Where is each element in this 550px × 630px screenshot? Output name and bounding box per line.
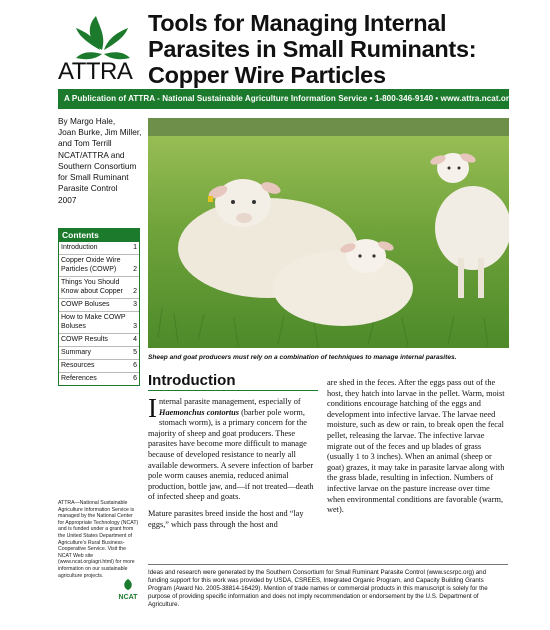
column-1 xyxy=(148,393,318,536)
toc-label: References xyxy=(61,375,97,382)
toc-item[interactable] xyxy=(59,360,139,373)
toc-item[interactable] xyxy=(59,347,139,360)
toc-page: 2 xyxy=(133,266,137,273)
heading-rule xyxy=(148,390,318,391)
toc-label: Resources xyxy=(61,362,95,369)
funding-note: Ideas and research were generated by the Southern Consortium for Small Ruminant Parasite Control (www.scsrpc.org) and funding support for this work was provided by USDA, CSREES, Integrated Organic Program, and Capacity Building Grants Program (Award No. 2005-38814-16429). Mention of trade names or commercial products in this manuscript is solely for the purpose of providing specific information and does not imply recommendation or endorsement by the U.S. Department of Agriculture. xyxy=(148,564,508,609)
toc-item[interactable] xyxy=(59,334,139,347)
toc-page: 2 xyxy=(133,288,137,295)
table-of-contents xyxy=(58,228,140,386)
toc-label: COWP Boluses xyxy=(61,301,110,308)
toc-page: 3 xyxy=(133,323,137,330)
text: (barber pole worm, stomach worm), is a primary concern for the majority of sheep and goat producers. These parasites have become more difficult to manage because of developed resistance to nearly all available dewormers. A severe infection of barber pole worm causes anemia, reduced animal production, bottle jaw, and—if not treated—death of infected sheep and goats. xyxy=(148,407,314,502)
attra-description: ATTRA—National Sustainable Agriculture Information Service is managed by the National Center for Appropriate Technology (NCAT) and is funded under a grant from the United States Department of Agriculture’s Rural Business-Cooperative Service. Visit the NCAT Web site (www.ncat.org/agri.html) for more information on our sustainable agriculture projects. xyxy=(58,500,139,579)
publication-year: 2007 xyxy=(58,195,77,205)
toc-label: Copper Oxide Wire Particles (COWP) xyxy=(61,257,121,273)
toc-label: Things You Should Know about Copper xyxy=(61,279,123,295)
author-line: and Tom Terrill xyxy=(58,138,112,148)
column-2 xyxy=(327,378,508,522)
title-line: Tools for Managing Internal xyxy=(148,10,447,36)
toc-item[interactable] xyxy=(59,277,139,299)
publication-banner xyxy=(58,89,515,109)
introduction-heading: Introduction xyxy=(148,372,236,389)
toc-item[interactable] xyxy=(59,299,139,312)
text: nternal parasite management, especially of xyxy=(159,397,301,406)
toc-item[interactable] xyxy=(59,255,139,277)
species-name: Haemonchus contortus xyxy=(159,407,239,417)
ncat-logo-text: NCAT xyxy=(118,594,138,600)
toc-page: 5 xyxy=(133,349,137,356)
affiliation: NCAT/ATTRA and Southern Consortium for Small Ruminant Parasite Control xyxy=(58,150,137,193)
toc-page: 6 xyxy=(133,375,137,382)
toc-page: 1 xyxy=(133,244,137,251)
toc-label: How to Make COWP Boluses xyxy=(61,314,126,330)
contents-heading: Contents xyxy=(59,228,139,242)
toc-page: 3 xyxy=(133,301,137,308)
logo-text: ATTRA xyxy=(58,58,133,85)
title-line: Copper Wire Particles xyxy=(148,62,386,88)
paragraph: Mature parasites breed inside the host and “lay eggs,” which pass through the host and xyxy=(148,508,304,529)
toc-page: 4 xyxy=(133,336,137,343)
ncat-logo-icon xyxy=(115,578,141,600)
banner-text: A Publication of ATTRA - National Sustainable Agriculture Information Service • 1-800-346-9140 • www.attra.ncat.org xyxy=(64,94,515,103)
toc-item[interactable] xyxy=(59,373,139,385)
paragraph xyxy=(148,393,318,503)
drop-cap: I xyxy=(148,393,157,423)
document-title xyxy=(148,10,508,88)
toc-page: 6 xyxy=(133,362,137,369)
toc-item[interactable] xyxy=(59,242,139,255)
paragraph: are shed in the feces. After the eggs pass out of the host, they hatch into larvae in the pellet. Warm, moist conditions encourage hatching of the eggs and development into infective larvae. The larvae need moisture, such as dew or rain, to break open the fecal pellet, releasing the larvae. The infective larvae migrate out of the feces and up blades of grass (usually 1 to 3 inches). When an animal (sheep or goat) grazes, it may take in parasite larvae along with the grass blade, resulting in infection. Numbers of infective larvae on the pasture increase over time when environmental conditions are favorable (warm, wet). xyxy=(327,378,505,515)
authors xyxy=(58,116,142,149)
author-line: By Margo Hale, xyxy=(58,116,116,126)
toc-label: Summary xyxy=(61,349,91,356)
title-line: Parasites in Small Ruminants: xyxy=(148,36,477,62)
sheep-photo xyxy=(148,118,509,348)
toc-item[interactable] xyxy=(59,312,139,334)
toc-label: COWP Results xyxy=(61,336,108,343)
author-line: Joan Burke, Jim Miller, xyxy=(58,127,142,137)
photo-caption: Sheep and goat producers must rely on a combination of techniques to manage internal parasites. xyxy=(148,354,457,361)
toc-label: Introduction xyxy=(61,244,98,251)
